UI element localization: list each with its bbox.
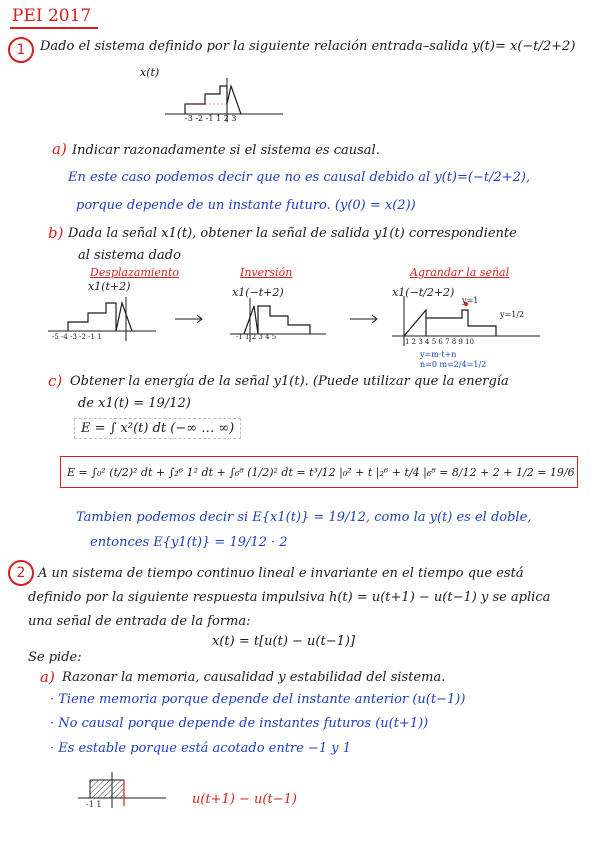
q2-graph-label: u(t+1) − u(t−1) bbox=[192, 792, 297, 807]
energy-definition: E = ∫ x²(t) dt (−∞ … ∞) bbox=[74, 418, 241, 439]
q2-se-pide: Se pide: bbox=[28, 650, 82, 665]
step1-ticks: -5 -4 -3 -2 -1 1 bbox=[52, 333, 102, 341]
step1-expr: x1(t+2) bbox=[88, 280, 131, 293]
energy-calculation: E = ∫₀² (t/2)² dt + ∫₂⁶ 1² dt + ∫₆⁸ (1/2)² dt = t³/12 |₀² + t |₂⁶ + t/4 |₆⁸ = 8/12 + 2 + 1/2 = 19/6 bbox=[60, 456, 578, 488]
q1c-also-line1: Tambien podemos decir si E{x1(t)} = 19/12, como la y(t) es el doble, bbox=[76, 510, 532, 525]
q1b-label: b) bbox=[48, 224, 64, 242]
q2-statement-line2: definido por la siguiente respuesta impulsiva h(t) = u(t+1) − u(t−1) y se aplica bbox=[28, 590, 551, 605]
q2a-question: Razonar la memoria, causalidad y estabilidad del sistema. bbox=[62, 670, 446, 685]
q1-graph-ticks: -3 -2 -1 1 2 3 bbox=[185, 114, 237, 123]
q2a-bullet3: · Es estable porque está acotado entre −1 y 1 bbox=[50, 741, 352, 756]
question-1-number: 1 bbox=[8, 37, 34, 63]
q2a-label: a) bbox=[40, 668, 55, 686]
q2a-bullet1: · Tiene memoria porque depende del instante anterior (u(t−1)) bbox=[50, 692, 466, 707]
q1c-also-line2: entonces E{y1(t)} = 19/12 · 2 bbox=[90, 535, 288, 550]
q1-statement: Dado el sistema definido por la siguiente relación entrada–salida y(t)= x(−t/2+2) bbox=[40, 39, 576, 54]
q1a-answer-line2: porque depende de un instante futuro. (y(0) = x(2)) bbox=[76, 198, 416, 213]
step2-ticks: -1 1 2 3 4 5 bbox=[236, 333, 277, 341]
q1c-question-line2: de x1(t) = 19/12) bbox=[78, 396, 191, 411]
q1a-answer-line1: En este caso podemos decir que no es causal debido al y(t)=(−t/2+2), bbox=[68, 170, 531, 185]
q1b-question-line1: Dada la señal x1(t), obtener la señal de salida y1(t) correspondiente bbox=[68, 226, 517, 241]
step3-expr: x1(−t/2+2) bbox=[392, 286, 455, 299]
q1a-label: a) bbox=[52, 140, 67, 158]
step3-ann2: y=1/2 bbox=[500, 310, 525, 319]
step3-ann4: n=0 m=2/4=1/2 bbox=[420, 360, 487, 369]
q2a-bullet2: · No causal porque depende de instantes futuros (u(t+1)) bbox=[50, 716, 429, 731]
step3-ann3: y=m·t+n bbox=[420, 350, 457, 359]
q2-statement-line1: A un sistema de tiempo continuo lineal e invariante en el tiempo que está bbox=[38, 566, 524, 581]
step3-title: Agrandar la señal bbox=[410, 266, 510, 279]
step2-title: Inversión bbox=[240, 266, 293, 279]
title-underline bbox=[10, 27, 98, 29]
step3-ticks: 1 2 3 4 5 6 7 8 9 10 bbox=[405, 338, 475, 346]
q1c-label: c) bbox=[48, 372, 63, 390]
page-title: PEI 2017 bbox=[12, 6, 92, 26]
q2-graph-ticks: -1 1 bbox=[86, 800, 102, 809]
question-2-number: 2 bbox=[8, 560, 34, 586]
q2-statement-line3: una señal de entrada de la forma: bbox=[28, 614, 251, 629]
q1b-question-line2: al sistema dado bbox=[78, 248, 181, 263]
q1a-question: Indicar razonadamente si el sistema es causal. bbox=[72, 143, 380, 158]
q2-input-signal: x(t) = t[u(t) − u(t−1)] bbox=[212, 634, 356, 649]
q1-graph-label: x(t) bbox=[140, 66, 160, 79]
arrow-1 bbox=[175, 314, 205, 324]
step2-expr: x1(−t+2) bbox=[232, 286, 284, 299]
step3-ann1: y=1 bbox=[462, 296, 479, 305]
arrow-2 bbox=[350, 314, 380, 324]
q1c-question-line1: Obtener la energía de la señal y1(t). (Puede utilizar que la energía bbox=[70, 374, 509, 389]
step1-title: Desplazamiento bbox=[90, 266, 180, 279]
